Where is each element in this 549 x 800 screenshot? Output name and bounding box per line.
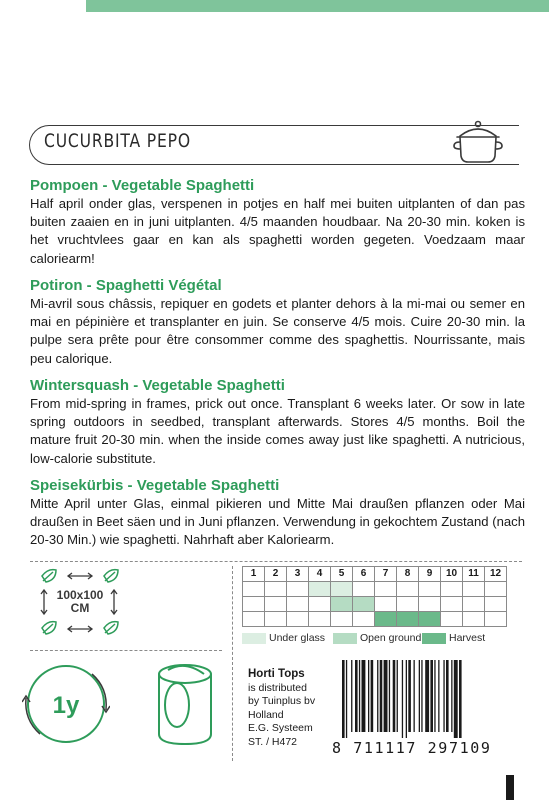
calendar-cell [265, 597, 287, 612]
section-french [30, 277, 525, 368]
month-cell: 3 [287, 567, 309, 582]
calendar-cell [419, 612, 441, 627]
edge-marker [506, 775, 514, 800]
calendar-cell [309, 582, 331, 597]
calendar-cell [265, 582, 287, 597]
top-accent-bar [86, 0, 549, 12]
section-text: Mi-avril sous châssis, repiquer en godets et planter dehors à la mi-mai ou semer en mai en pépinière et transplanter en juin. Se conserve 4/5 mois. Cuire 20-30 min. la pulpe sera prête pour être consommer comme des spaghettis. Nourrissante, mais peu calorique. [30, 296, 525, 366]
legend-swatch [242, 633, 266, 644]
section-title: Pompoen - Vegetable Spaghetti [30, 177, 255, 194]
spacing-value: 100x100 [56, 588, 104, 602]
barcode-bar [406, 660, 407, 738]
section-title: Potiron - Spaghetti Végétal [30, 277, 222, 294]
section-text: Half april onder glas, verspenen in potjes en half mei buiten uitplanten of dan pas buiten zaaien en in juni uitplanten. 4/5 maanden houdbaar. Na 20-30 min. koken is het vruchtvlees gaar en kan als spaghetti worden gegeten. Voedzaam maar caloriearm! [30, 196, 525, 266]
calendar-months-row [243, 567, 507, 582]
month-cell: 9 [419, 567, 441, 582]
calendar-cell [353, 582, 375, 597]
barcode-bar [351, 660, 352, 732]
barcode-bar [371, 660, 374, 732]
brand-name: Horti Tops [248, 668, 305, 680]
month-cell: 8 [397, 567, 419, 582]
month-cell: 6 [353, 567, 375, 582]
calendar-cell [397, 612, 419, 627]
barcode-bar [425, 660, 429, 732]
calendar-cell [397, 597, 419, 612]
month-cell: 7 [375, 567, 397, 582]
barcode-bar [408, 660, 411, 732]
section-dutch [30, 177, 525, 268]
calendar-cell [287, 597, 309, 612]
barcode-bar [397, 660, 398, 732]
legend-swatch [422, 633, 446, 644]
barcode-bar [414, 660, 415, 732]
legend-label: Under glass [269, 632, 326, 644]
lifespan-icon [22, 660, 110, 748]
legend-open-ground [333, 632, 421, 644]
icon-divider [30, 650, 222, 651]
section-title: Speisekürbis - Vegetable Spaghetti [30, 477, 280, 494]
barcode-bar [402, 660, 403, 738]
distributor-info [248, 668, 315, 749]
barcode-bar [446, 660, 449, 732]
barcode-bar [389, 660, 390, 732]
calendar-cell [485, 597, 507, 612]
storage-can-icon [150, 660, 220, 750]
legend-harvest [422, 632, 485, 644]
section-text: From mid-spring in frames, prick out once. Transplant 6 weeks later. Or sow in late spring outdoors in seedbed, transplant afterwards. Stores 4/5 months. Boil the mature fruit 20-30 min. when the inside comes away just like spaghetti. A nutricious, low-calorie substitute. [30, 396, 525, 466]
sowing-calendar [242, 566, 507, 627]
barcode-bar [384, 660, 388, 732]
calendar-cell [463, 582, 485, 597]
barcode-bar [368, 660, 369, 732]
month-cell: 2 [265, 567, 287, 582]
calendar-cell [243, 597, 265, 612]
calendar-cell [353, 597, 375, 612]
calendar-cell [441, 597, 463, 612]
legend-label: Harvest [449, 632, 486, 644]
lifespan-label: 1y [52, 692, 80, 719]
barcode-bar [434, 660, 435, 732]
month-cell: 4 [309, 567, 331, 582]
calendar-cell [375, 612, 397, 627]
calendar-cell [309, 597, 331, 612]
barcode-bar [443, 660, 444, 732]
barcode-bar [454, 660, 458, 738]
calendar-cell [287, 612, 309, 627]
calendar-cell [375, 582, 397, 597]
barcode-bar [362, 660, 366, 732]
barcode-bar [421, 660, 422, 732]
month-cell: 5 [331, 567, 353, 582]
barcode-bar [359, 660, 360, 732]
calendar-cell [419, 597, 441, 612]
calendar-body [243, 582, 507, 627]
barcode-bar [451, 660, 452, 732]
spacing-label [44, 589, 116, 615]
month-cell: 11 [463, 567, 485, 582]
calendar-cell [375, 597, 397, 612]
distributor-line: E.G. Systeem [248, 722, 313, 734]
calendar-cell [441, 612, 463, 627]
calendar-cell [485, 612, 507, 627]
legend-swatch [333, 633, 357, 644]
calendar-cell [331, 582, 353, 597]
vertical-divider [232, 566, 233, 761]
distributor-line: Holland [248, 708, 284, 721]
calendar-cell [331, 612, 353, 627]
legend-under-glass [242, 632, 325, 644]
section-title: Wintersquash - Vegetable Spaghetti [30, 377, 285, 394]
barcode-bar [393, 660, 396, 732]
barcode-bar [355, 660, 358, 732]
distributor-line: is distributed [248, 681, 307, 694]
month-cell: 12 [485, 567, 507, 582]
section-english [30, 377, 525, 468]
month-cell: 1 [243, 567, 265, 582]
calendar-cell [309, 612, 331, 627]
calendar-cell [485, 582, 507, 597]
calendar-cell [353, 612, 375, 627]
cooking-pot-icon [452, 118, 504, 164]
barcode-bar [380, 660, 383, 732]
legend-label: Open ground [360, 632, 422, 644]
barcode-number: 8 711117 297109 [332, 739, 492, 757]
barcode-bar [342, 660, 345, 738]
barcode [338, 660, 524, 738]
calendar-row [243, 597, 507, 612]
calendar-cell [463, 612, 485, 627]
calendar-cell [287, 582, 309, 597]
section-text: Mitte April unter Glas, einmal pikieren und Mitte Mai draußen pflanzen oder Mai draußen in Beet säen und in Juni pflanzen. Verwendung in gekochtem Zustand (nach 20-30 Min.) wie spaghetti. Nahrhaft aber Kaloriearm. [30, 496, 525, 548]
calendar-cell [265, 612, 287, 627]
barcode-bar [346, 660, 347, 738]
calendar-row [243, 582, 507, 597]
calendar-cell [419, 582, 441, 597]
barcode-bar [430, 660, 433, 732]
calendar-row [243, 612, 507, 627]
calendar-cell [243, 612, 265, 627]
latin-name: CUCURBITA PEPO [44, 130, 191, 152]
distributor-line: by Tuinplus bv [248, 695, 316, 707]
barcode-bar [377, 660, 378, 732]
barcode-bar [459, 660, 462, 738]
calendar-cell [441, 582, 463, 597]
month-cell: 10 [441, 567, 463, 582]
calendar-cell [463, 597, 485, 612]
section-german [30, 477, 525, 550]
horizontal-divider [30, 561, 522, 562]
calendar-cell [331, 597, 353, 612]
spacing-unit: CM [70, 601, 90, 615]
barcode-bar [419, 660, 420, 732]
barcode-bar [438, 660, 439, 732]
calendar-cell [397, 582, 419, 597]
distributor-line: ST. / H472 [248, 735, 298, 748]
calendar-cell [243, 582, 265, 597]
